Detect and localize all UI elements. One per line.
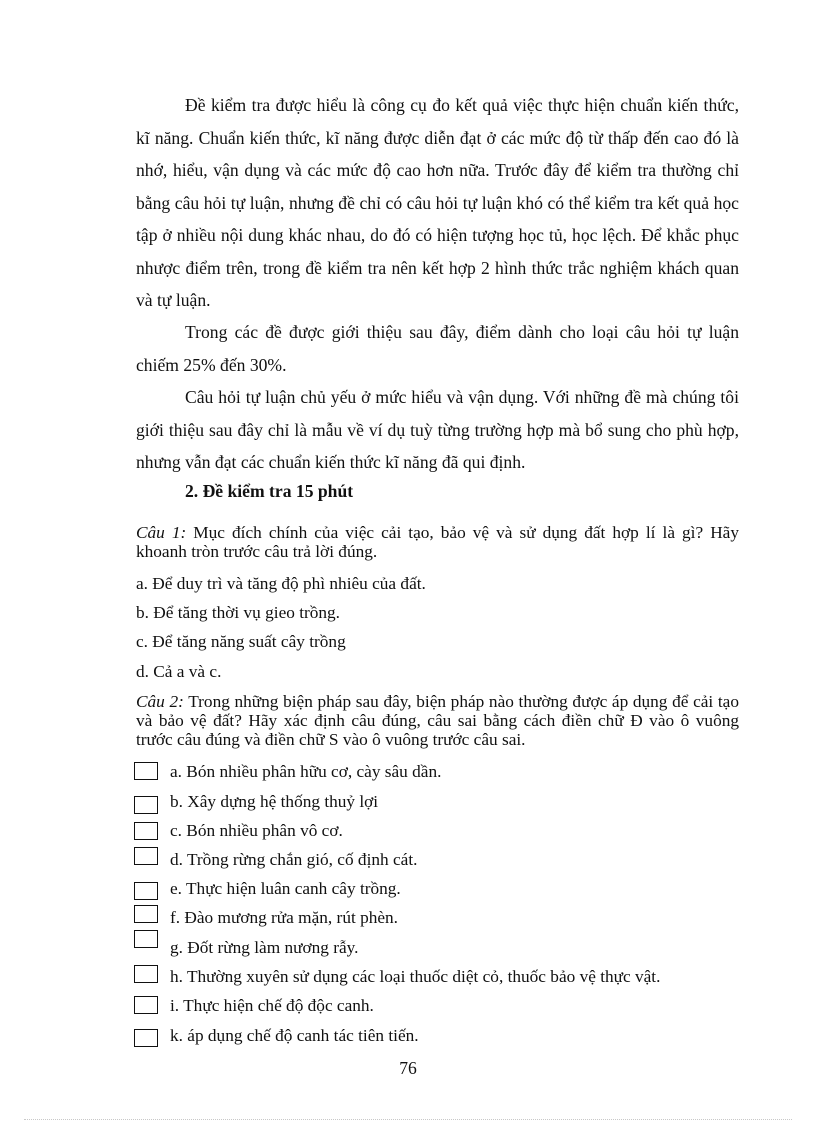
intro-paragraph-3: Câu hỏi tự luận chủ yếu ở mức hiểu và vận dụng. Với những đề mà chúng tôi giới thiệu sau đây chỉ là mẫu về ví dụ tuỳ từng trường hợp mà bổ sung cho phù hợp, nhưng vẫn đạt các chuẩn kiến thức kĩ năng đã qui định. [136,387,739,472]
section-heading: 2. Đề kiểm tra 15 phút [185,481,354,501]
question-2-item-label: c. Bón nhiều phân vô cơ. [170,821,343,840]
question-2-item-label: d. Trồng rừng chắn gió, cố định cát. [170,850,418,869]
question-2 [136,692,739,749]
question-2-item-label: b. Xây dựng hệ thống thuỷ lợi [170,792,379,811]
answer-checkbox[interactable] [134,882,158,900]
intro-paragraph-1: Đề kiểm tra được hiểu là công cụ đo kết quả việc thực hiện chuẩn kiến thức, kĩ năng. Chuẩn kiến thức, kĩ năng được diễn đạt ở các mức độ từ thấp đến cao đó là nhớ, hiểu, vận dụng và các mức độ cao hơn nữa. Trước đây để kiểm tra thường chỉ bằng câu hỏi tự luận, nhưng đề chỉ có câu hỏi tự luận khó có thể kiểm tra kết quả học tập ở nhiều nội dung khác nhau, do đó có hiện tượng học tủ, học lệch. Để khắc phục nhược điểm trên, trong đề kiểm tra nên kết hợp 2 hình thức trắc nghiệm khách quan và tự luận. [136,95,739,310]
intro-paragraph-2: Trong các đề được giới thiệu sau đây, điểm dành cho loại câu hỏi tự luận chiếm 25% đến 30%. [136,322,739,375]
question-2-item-label: e. Thực hiện luân canh cây trồng. [170,879,401,898]
question-2-item-label: k. áp dụng chế độ canh tác tiên tiến. [170,1026,419,1045]
question-2-item-label: a. Bón nhiều phân hữu cơ, cày sâu dần. [170,762,442,781]
page-bottom-divider [24,1119,792,1120]
answer-checkbox[interactable] [134,847,158,865]
answer-checkbox[interactable] [134,905,158,923]
answer-checkbox[interactable] [134,930,158,948]
question-1-label: Câu 1: [136,523,187,542]
answer-checkbox[interactable] [134,796,158,814]
question-2-item-label: h. Thường xuyên sử dụng các loại thuốc diệt cỏ, thuốc bảo vệ thực vật. [170,967,661,986]
page-number: 76 [399,1058,417,1078]
question-2-text: Trong những biện pháp sau đây, biện pháp nào thường được áp dụng để cải tạo và bảo vệ đất? Hãy xác định câu đúng, câu sai bằng cách điền chữ Đ vào ô vuông trước câu đúng và điền chữ S vào ô vuông trước câu sai. [136,692,739,749]
question-2-item-label: g. Đốt rừng làm nương rẫy. [170,938,359,957]
question-1-option-a: a. Để duy trì và tăng độ phì nhiêu của đất. [136,574,426,593]
question-1-option-d: d. Cả a và c. [136,662,222,681]
question-1-option-c: c. Để tăng năng suất cây trồng [136,632,346,651]
question-1-text: Mục đích chính của việc cải tạo, bảo vệ và sử dụng đất hợp lí là gì? Hãy khoanh tròn trước câu trả lời đúng. [136,523,739,561]
answer-checkbox[interactable] [134,965,158,983]
question-2-item-label: i. Thực hiện chế độ độc canh. [170,996,374,1015]
question-1 [136,523,739,561]
answer-checkbox[interactable] [134,762,158,780]
question-1-option-b: b. Để tăng thời vụ gieo trồng. [136,603,340,622]
answer-checkbox[interactable] [134,822,158,840]
answer-checkbox[interactable] [134,1029,158,1047]
answer-checkbox[interactable] [134,996,158,1014]
question-2-item-label: f. Đào mương rửa mặn, rút phèn. [170,908,398,927]
question-2-label: Câu 2: [136,692,184,711]
